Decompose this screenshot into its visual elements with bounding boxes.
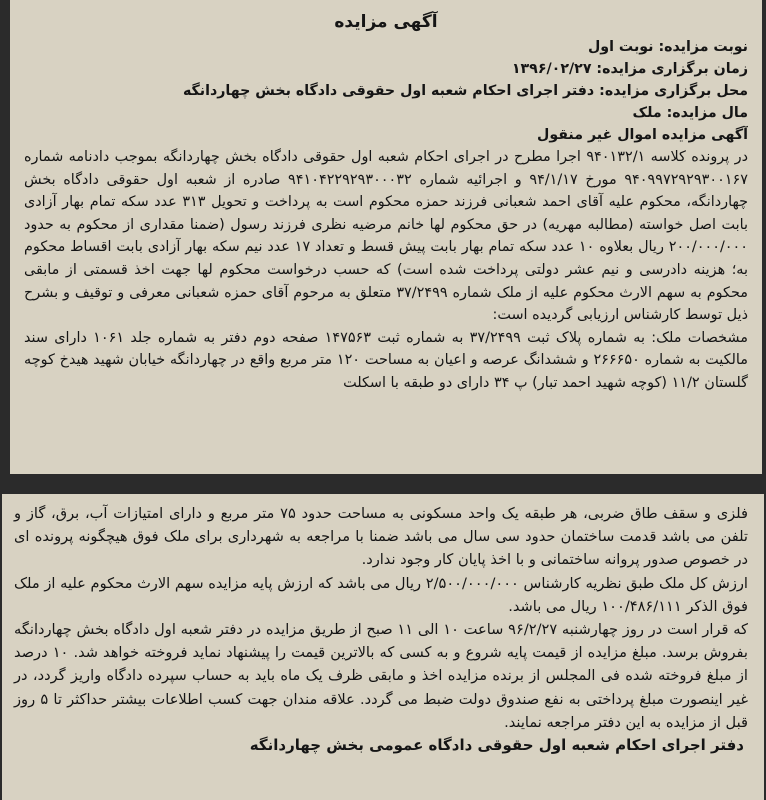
auction-type-line: آگهی مزایده اموال غیر منقول <box>537 127 748 143</box>
issuer-signature: دفتر اجرای احکام شعبه اول حقوقی دادگاه عمومی بخش چهاردانگه <box>249 736 744 755</box>
auction-location-line: محل برگزاری مزایده: دفتر اجرای احکام شعبه اول حقوقی دادگاه بخش چهاردانگه <box>182 83 748 99</box>
notice-title: آگهی مزایده <box>334 12 438 32</box>
building-description-paragraph: فلزی و سقف طاق ضربی، هر طبقه یک واحد مسکونی به مساحت حدود ۷۵ متر مربع و دارای امتیازات آب، برق، گاز و تلفن می باشد قدمت ساختمان حدود سی سال می باشد ضمنا با مراجعه به شهرداری برای ملک فوق هیچگونه پرونده ای در خصوص صدور پروانه ساختمانی و با اخذ پایان کار وجود ندارد. <box>14 505 748 569</box>
auction-date-line: زمان برگزاری مزایده: ۱۳۹۶/۰۲/۲۷ <box>511 61 748 77</box>
auction-terms-paragraph: که قرار است در روز چهارشنبه ۹۶/۲/۲۷ ساعت ۱۰ الی ۱۱ صبح از طریق مزایده در دفتر شعبه اول دادگاه بخش چهاردانگه بفروش برسد. مبلغ مزایده از قیمت پایه شروع و به کسی که بالاترین قیمت را پیشنهاد نماید فروخته خواهد شد. ۱۰ درصد از مبلغ فروخته شده فی المجلس از برنده مزایده اخذ و مابقی ظرف یک ماه باید به حساب سپرده دادگاه واریز گردد، در غیر اینصورت مبلغ پرداختی به نفع صندوق دولت ضبط می گردد. علاقه مندان جهت کسب اطلاعات بیشتر حداکثر تا ۵ روز قبل از مزایده به این دفتر مراجعه نمایند. <box>14 621 748 731</box>
valuation-paragraph: ارزش کل ملک طبق نظریه کارشناس ۲/۵۰۰/۰۰۰/۰۰۰ ریال می باشد که ارزش پایه مزایده سهم الارث محکوم علیه از ملک فوق الذکر ۱۰۰/۴۸۶/۱۱۱ ریال می باشد. <box>14 574 748 615</box>
auction-round-line: نوبت مزایده: نوبت اول <box>588 39 748 55</box>
case-description-paragraph: در پرونده کلاسه ۹۴۰۱۳۲/۱ اجرا مطرح در اجرای احکام شعبه اول حقوقی دادگاه بخش چهاردانگه بموجب دادنامه شماره ۹۴۰۹۹۷۲۹۲۹۳۰۰۱۶۷ مورخ ۹۴/۱/۱۷ و اجرائیه شماره ۹۴۱۰۴۲۲۹۲۹۳۰۰۰۳۲ صادره از شعبه اول حقوقی دادگاه بخش چهاردانگه، محکوم علیه آقای احمد شعبانی فرزند حمزه محکوم است به پرداخت و تحویل ۳۱۳ عدد سکه تمام بهار آزادی بابت اصل خواسته (مطالبه مهریه) در حق محکوم لها خانم مرضیه نظری فرزند رسول (ضمنا مقداری از محکوم به حدود ۲۰۰/۰۰۰/۰۰۰ ریال بعلاوه ۱۰ عدد سکه تمام بهار بابت پیش قسط و تعداد ۱۷ عدد نیم سکه بهار آزادی بابت اقساط محکوم به؛ هزینه دادرسی و نیم عشر دولتی پرداخت شده است) که حسب درخواست محکوم لها جهت اخذ قسمتی از مابقی محکوم به سهم الارث محکوم علیه از ملک شماره ۳۷/۲۴۹۹ متعلق به مرحوم آقای حمزه شعبانی معرفی و توقیف و بشرح ذیل توسط کارشناس ارزیابی گردیده است: <box>24 149 748 324</box>
notice-clipping-top <box>10 0 762 474</box>
auction-property-line: مال مزایده: ملک <box>632 105 748 121</box>
notice-clipping-bottom <box>2 494 764 800</box>
property-specs-paragraph: مشخصات ملک: به شماره پلاک ثبت ۳۷/۲۴۹۹ به شماره ثبت ۱۴۷۵۶۳ صفحه دوم دفتر به شماره جلد ۱۰۶۱ دارای سند مالکیت به شماره ۲۶۶۶۵۰ و ششدانگ عرصه و اعیان به مساحت ۱۲۰ متر مربع واقع در چهاردانگه خیابان شهید هیدخ کوچه گلستان ۱۱/۲ (کوچه شهید احمد تبار) پ ۳۴ دارای دو طبقه با اسکلت <box>24 329 748 391</box>
